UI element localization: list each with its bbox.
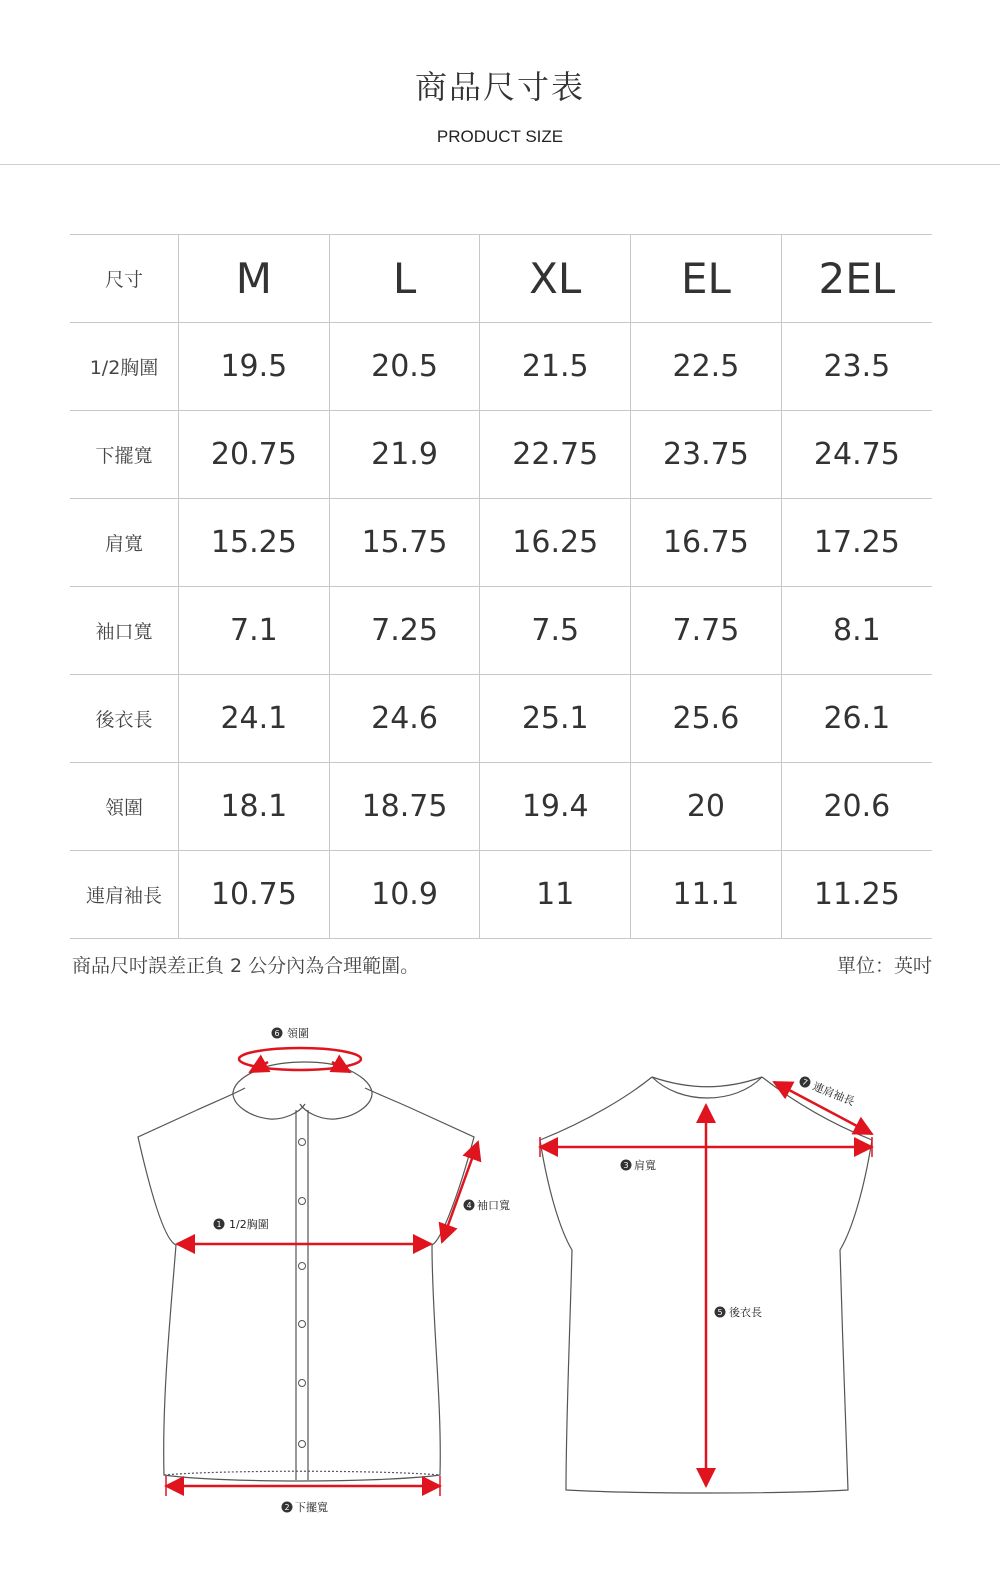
label-back-length [715,1305,763,1319]
page-subtitle: PRODUCT SIZE [436,127,564,146]
tolerance-note: 商品尺吋誤差正負 2 公分內為合理範圍。 [72,955,420,977]
table-cell: 21.9 [329,411,480,499]
svg-text:6: 6 [274,1029,280,1038]
table-cell: 19.5 [179,323,330,411]
svg-text:7: 7 [800,1077,809,1088]
page-title: 商品尺寸表 [414,68,585,106]
table-cell: 11.1 [631,851,782,939]
table-cell: 20.5 [329,323,480,411]
table-cell: 26.1 [781,675,932,763]
table-row [70,763,932,851]
size-col-header: L [329,235,480,323]
size-table [70,234,932,939]
corner-label: 尺寸 [70,235,179,323]
table-cell: 8.1 [781,587,932,675]
table-row [70,675,932,763]
svg-text:5: 5 [717,1308,723,1317]
table-cell: 16.75 [631,499,782,587]
table-cell: 7.75 [631,587,782,675]
table-cell: 20.75 [179,411,330,499]
label-collar [272,1027,310,1040]
table-cell: 22.5 [631,323,782,411]
table-cell: 21.5 [480,323,631,411]
label-sleeve [797,1073,856,1108]
table-cell: 11 [480,851,631,939]
table-cell: 24.75 [781,411,932,499]
shirt-buttons [299,1139,306,1448]
table-cell: 18.1 [179,763,330,851]
svg-text:1/2胸圍: 1/2胸圍 [229,1218,269,1231]
table-cell: 15.75 [329,499,480,587]
label-chest [214,1217,269,1231]
svg-text:後衣長: 後衣長 [729,1306,762,1319]
table-cell: 10.9 [329,851,480,939]
row-label: 袖口寬 [70,587,179,675]
svg-text:領圍: 領圍 [287,1027,309,1040]
size-header-row [70,235,932,323]
measurement-arrows [166,1048,872,1486]
size-col-header: 2EL [781,235,932,323]
table-cell: 19.4 [480,763,631,851]
table-row [70,411,932,499]
row-label: 連肩袖長 [70,851,179,939]
row-label: 後衣長 [70,675,179,763]
table-cell: 24.6 [329,675,480,763]
table-cell: 7.1 [179,587,330,675]
svg-text:袖口寬: 袖口寬 [477,1199,510,1212]
table-cell: 22.75 [480,411,631,499]
size-col-header: EL [631,235,782,323]
svg-text:3: 3 [623,1161,629,1170]
size-col-header: M [179,235,330,323]
table-cell: 17.25 [781,499,932,587]
unit-note: 單位：英吋 [836,955,932,977]
label-cuff [464,1198,511,1212]
svg-text:肩寬: 肩寬 [634,1159,656,1172]
svg-text:1: 1 [216,1220,222,1229]
row-label: 下擺寬 [70,411,179,499]
table-cell: 23.5 [781,323,932,411]
table-cell: 20 [631,763,782,851]
row-label: 1/2胸圍 [70,323,179,411]
cuff-arrow [442,1142,478,1242]
table-cell: 10.75 [179,851,330,939]
row-label: 領圍 [70,763,179,851]
header-divider [0,164,1000,165]
size-col-header: XL [480,235,631,323]
measurement-diagram [0,1000,1000,1593]
table-row [70,499,932,587]
table-row [70,587,932,675]
table-cell: 16.25 [480,499,631,587]
table-cell: 11.25 [781,851,932,939]
table-cell: 18.75 [329,763,480,851]
svg-text:連肩袖長: 連肩袖長 [810,1079,857,1109]
table-cell: 25.6 [631,675,782,763]
svg-text:2: 2 [284,1503,290,1512]
table-cell: 25.1 [480,675,631,763]
table-cell: 24.1 [179,675,330,763]
table-row [70,323,932,411]
table-cell: 7.5 [480,587,631,675]
svg-text:4: 4 [466,1201,472,1210]
table-cell: 7.25 [329,587,480,675]
table-cell: 15.25 [179,499,330,587]
table-cell: 23.75 [631,411,782,499]
label-shoulder [621,1158,657,1172]
measure-end-ticks [166,1137,872,1496]
table-row [70,851,932,939]
front-shirt-outline [138,1062,474,1481]
label-hem [282,1500,329,1514]
row-label: 肩寬 [70,499,179,587]
svg-text:下擺寬: 下擺寬 [295,1501,328,1514]
table-cell: 20.6 [781,763,932,851]
